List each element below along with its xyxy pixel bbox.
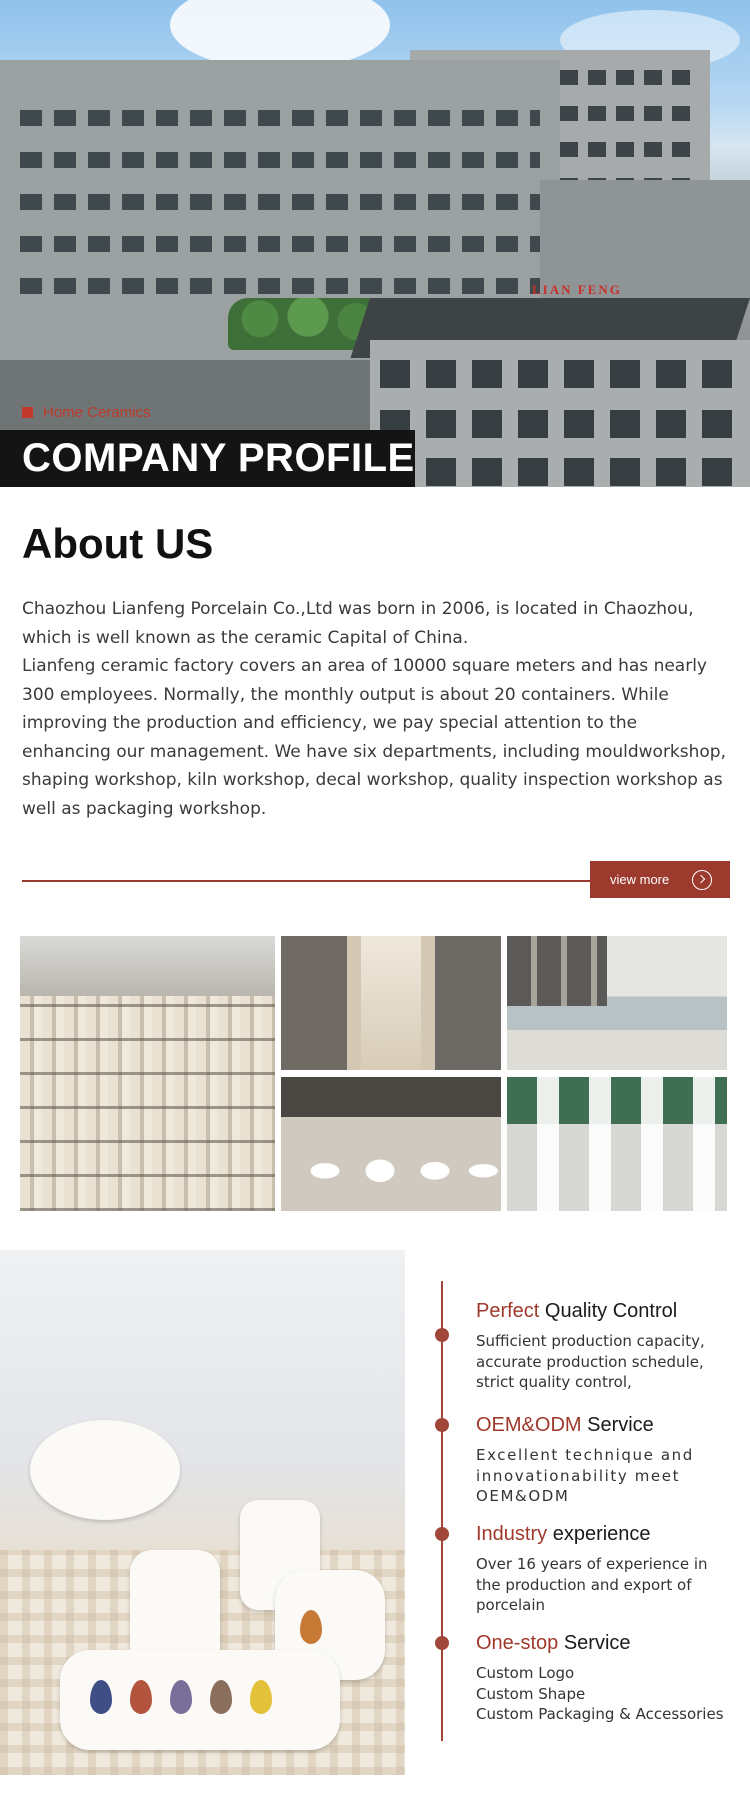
photo-mug-rack <box>507 1077 727 1211</box>
photo-tableware-set <box>0 1250 405 1775</box>
timeline-dot-icon <box>435 1328 449 1342</box>
feature-text: Sufficient production capacity, accurate production schedule, strict quality control, <box>476 1332 705 1391</box>
bowl <box>30 1420 180 1520</box>
feature-quality-control <box>476 1300 736 1393</box>
timeline-dot-icon <box>435 1636 449 1650</box>
timeline-dot-icon <box>435 1527 449 1541</box>
feature-title: Industry experience <box>476 1523 651 1545</box>
about-title: About US <box>22 520 214 567</box>
breadcrumb-label[interactable]: Home Ceramics <box>43 404 151 421</box>
leaf-decor <box>130 1680 152 1714</box>
photo-worker-mould <box>281 936 501 1070</box>
feature-oem-odm <box>476 1414 736 1507</box>
about-text <box>22 595 730 823</box>
page-title: COMPANY PROFILE <box>22 436 415 480</box>
leaf-decor <box>300 1610 322 1644</box>
photo-mugs-production <box>281 1077 501 1211</box>
feature-title: OEM&ODM Service <box>476 1414 654 1436</box>
feature-text: Over 16 years of experience in the production and export of porcelain <box>476 1555 708 1614</box>
feature-one-stop-service <box>476 1632 736 1725</box>
view-more-button[interactable] <box>590 861 730 898</box>
about-paragraph: Lianfeng ceramic factory covers an area of 10000 square meters and has nearly 300 employees. Normally, the monthly output is about 20 containers. While improving the production and efficiency, we pay special attention to the enhancing our management. We have six departments, including mouldworkshop, shaping workshop, kiln workshop, decal workshop, quality inspection workshop as well as packaging workshop. <box>22 656 727 819</box>
about-paragraph: Chaozhou Lianfeng Porcelain Co.,Ltd was born in 2006, is located in Chaozhou, which is well known as the ceramic Capital of China. <box>22 599 694 648</box>
timeline-dot-icon <box>435 1418 449 1432</box>
factory-sign: LIAN FENG <box>532 282 622 297</box>
page-title-bar <box>0 430 415 487</box>
square-bullet-icon <box>22 407 33 418</box>
feature-title: Perfect Quality Control <box>476 1300 678 1322</box>
feature-title: One-stop Service <box>476 1632 631 1654</box>
leaf-decor <box>250 1680 272 1714</box>
photo-warehouse-shelves <box>20 936 275 1211</box>
feature-text: Custom Logo Custom Shape Custom Packaging & Accessories <box>476 1664 724 1723</box>
leaf-decor <box>90 1680 112 1714</box>
section-divider <box>22 880 590 882</box>
feature-text: Excellent technique and innovationability meet OEM&ODM <box>476 1446 694 1505</box>
view-more-label: view more <box>610 872 670 887</box>
building-front <box>370 340 750 487</box>
chevron-right-circle-icon <box>692 870 712 890</box>
timeline-line <box>441 1281 443 1741</box>
feature-industry-experience <box>476 1523 736 1616</box>
leaf-decor <box>170 1680 192 1714</box>
photo-office <box>507 936 727 1070</box>
breadcrumb[interactable] <box>22 404 151 421</box>
leaf-decor <box>210 1680 232 1714</box>
hero-banner <box>0 0 750 487</box>
